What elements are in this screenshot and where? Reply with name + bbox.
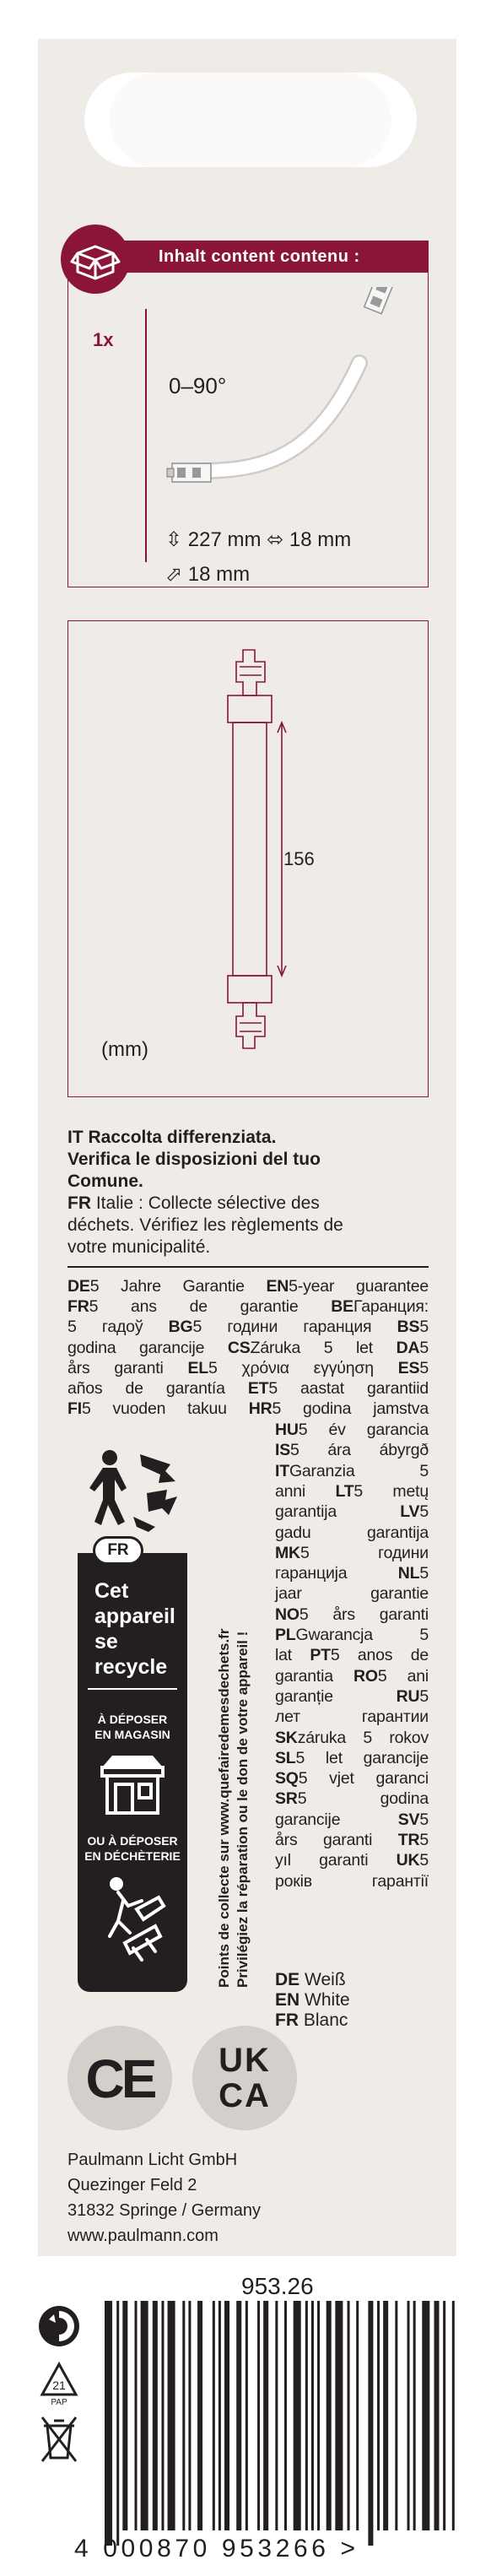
drawing-unit-label: (mm) [101,1038,148,1061]
warranty-text: yıl garanti [275,1851,397,1870]
warranty-text: 5-year guarantee [289,1277,429,1296]
barcode-bar [182,2301,185,2530]
warranty-text: 5 Jahre Garantie [89,1277,267,1296]
warranty-text: gadu garantija [275,1523,429,1542]
barcode-bar [122,2301,127,2530]
ce-mark [67,2026,172,2130]
barcode-digits: 4 000870 953266 > [74,2535,359,2562]
warranty-line [275,1728,429,1748]
warranty-text: Záruka 5 let [250,1338,397,1357]
warranty-lang-code: HR [248,1399,272,1419]
warranty-lang-code: BE [331,1297,353,1317]
warranty-text: 5 години гаранция [192,1318,397,1337]
warranty-line [67,1338,429,1358]
fr-badge: FR [93,1536,143,1565]
warranty-lang-code: NL [397,1564,420,1583]
barcode-bar [141,2301,148,2530]
warranty-lang-code: EL [187,1358,208,1377]
warranty-lang-code: BS [397,1318,420,1337]
ukca-mark [192,2026,297,2130]
warranty-lang-code: SK [275,1728,298,1747]
warranty-text: 5 χρόνια εγγύηση [208,1358,398,1377]
drawing-dimension-value: 156 [283,848,315,869]
warranty-line [67,1358,429,1378]
dimensions-height: ⬀ 18 mm [165,563,251,586]
barcode-bar [305,2301,308,2530]
fr-option1-line2: EN MAGASIN [94,1728,170,1741]
warranty-text: garancije [275,1810,398,1829]
warranty-line [275,1523,429,1543]
barcode-bar [116,2301,119,2546]
warranty-text: 5 [419,1338,429,1357]
barcode-bar [275,2301,278,2530]
warranty-text: Garanzia 5 [289,1461,429,1480]
barcode-bar [197,2301,202,2530]
warranty-lang-code: UK [396,1851,420,1870]
barcode-bar [422,2301,429,2530]
warranty-text: 5 [419,1810,429,1829]
warranty-lang-code: RU [396,1686,420,1706]
warranty-text: Gwarancja 5 [295,1626,429,1644]
barcode-bar [105,2301,112,2546]
warranty-lang-code: RO [353,1666,378,1686]
ce-mark-text: CE [85,2048,154,2109]
warranty-text: 5 [419,1502,429,1522]
warranty-text: garanție [275,1686,397,1706]
barcode-bar [317,2301,320,2530]
warranty-line [275,1830,429,1850]
fr-title-line2: appareil [94,1605,175,1628]
barcode-bar [377,2301,380,2530]
warranty-line [275,1440,429,1460]
article-number: 953.26 [241,2273,314,2299]
ean-barcode [103,2301,459,2546]
ukca-bottom: CA [219,2077,271,2114]
barcode-bar [368,2301,373,2546]
fr-collection-info [215,1629,252,1988]
warranty-lang-code: IS [275,1441,291,1460]
barcode-bar [383,2301,388,2530]
warranty-line [275,1583,429,1604]
fr-divider [88,1688,177,1690]
recycling-it: IT Raccolta differenziata. [67,1128,277,1147]
warranty-text: 5 godina jamstva [272,1399,429,1419]
warranty-text: гаранција [275,1564,398,1583]
color-list [275,1970,350,2031]
barcode-bar [311,2301,314,2530]
warranty-lang-code: PT [310,1646,331,1665]
barcode-bar [335,2301,343,2530]
ukca-top: UK [219,2042,271,2079]
warranty-lang-code: NO [275,1605,299,1624]
dimensions-length-width: ⇳ 227 mm ⬄ 18 mm [165,528,352,551]
warranty-text: 5 [419,1686,429,1706]
warranty-line [67,1296,429,1317]
pap-label: PAP [51,2398,67,2406]
color-fr: FR Blanc [275,2010,348,2030]
warranty-line [275,1605,429,1625]
warranty-lang-code: TR [397,1831,420,1849]
shop-icon [97,1749,168,1820]
address-city: 31832 Springe / Germany [67,2201,262,2220]
warranty-lang-code: LV [400,1502,420,1522]
fr-title-line4: recycle [94,1655,168,1679]
warranty-line [275,1789,429,1809]
pap-number: 21 [52,2378,66,2392]
warranty-text: záruka 5 rokov [297,1728,429,1747]
warranty-line [275,1461,429,1481]
warranty-text: 5 ani [377,1666,429,1686]
divider-rule [67,1266,429,1268]
barcode-bar [135,2301,138,2530]
warranty-line [67,1317,429,1337]
color-de: DE Weiß [275,1970,346,1989]
warranty-line [275,1563,429,1583]
warranty-text: jaar garantie [275,1584,429,1604]
warranty-text: років гарантії [275,1871,429,1891]
warranty-text: 5 гадоў [67,1318,169,1337]
barcode-bar [348,2301,350,2530]
panel-divider [145,309,147,562]
pap-recycle-icon [35,2359,83,2406]
package-box-icon [61,225,130,294]
warranty-lang-code: EN [266,1277,289,1296]
warranty-lang-code: ES [397,1358,420,1377]
fr-option1-line1: À DÉPOSER [97,1713,168,1726]
warranty-text: garantia [275,1666,353,1686]
warranty-line [67,1399,429,1419]
warranty-text: 5 години [299,1543,429,1562]
warranty-lang-code: FR [67,1297,89,1317]
contents-title: Inhalt content contenu : [159,247,360,266]
warranty-text: 5 [419,1358,429,1377]
barcode-bar [452,2301,455,2530]
address-website: www.paulmann.com [67,2227,219,2245]
warranty-lang-code: ET [247,1379,269,1398]
fr-option2-line2: EN DÉCHÈTERIE [84,1849,181,1863]
warranty-lang-code: SL [275,1748,296,1767]
barcode-bar [168,2301,175,2530]
warranty-text: lat [275,1646,310,1665]
barcode-bar [219,2301,221,2530]
warranty-line [275,1420,429,1440]
fr-option2-line1: OU À DÉPOSER [87,1834,178,1848]
warranty-lang-code: SV [397,1810,420,1829]
barcode-bar [161,2301,164,2530]
address-company: Paulmann Licht GmbH [67,2151,238,2169]
barcode-bar [326,2301,332,2530]
warranty-text: anni [275,1481,336,1501]
warranty-line [275,1625,429,1645]
warranty-line [275,1686,429,1707]
warranty-line [275,1768,429,1789]
warranty-lang-code: SQ [275,1769,299,1789]
warranty-lang-code: LT [335,1481,354,1501]
warranty-text: años de garantía [67,1379,248,1398]
flex-connector-illustration [165,287,418,498]
barcode-bar [395,2301,397,2530]
fr-collection-line1: Points de collecte sur www.quefairedemesdechets.fr [216,1628,232,1988]
barcode-bar [263,2301,268,2530]
barcode-bar [413,2301,416,2530]
warranty-line [275,1850,429,1870]
green-dot-icon [37,2304,81,2348]
warranty-text: 5 metų [353,1481,429,1501]
triman-recycle-icon [78,1439,187,1539]
warranty-line [67,1276,429,1296]
warranty-text: års garanti [275,1831,398,1849]
barcode-bar [356,2301,359,2530]
warranty-text: års garanti [67,1358,188,1377]
fr-title-line1: Cet [94,1579,129,1603]
recycling-fr-line3: votre municipalité. [67,1237,211,1257]
warranty-text: Гаранция: [353,1297,429,1317]
warranty-text: 5 [419,1564,429,1583]
recycling-it-line2: Verifica le disposizioni del tuo [67,1150,321,1169]
warranty-lang-code: SR [275,1789,298,1809]
warranty-text: 5 [419,1851,429,1870]
recycling-fr: FR Italie : Collecte sélective des [67,1193,320,1213]
barcode-bar [284,2301,287,2530]
warranty-line [275,1810,429,1830]
warranty-text: 5 év garancia [298,1421,429,1439]
color-en: EN White [275,1990,350,2010]
hang-hole [84,73,417,167]
warranty-lang-code: BG [168,1318,193,1337]
barcode-bar [236,2301,241,2530]
recycling-fr-line2: déchets. Vérifiez les règlements de [67,1215,343,1235]
warranty-text: 5 let garancije [295,1748,429,1767]
warranty-text: 5 [419,1831,429,1849]
warranty-lang-code: CS [227,1338,251,1357]
warranty-text: 5 ans de garantie [89,1297,332,1317]
fr-collection-line2: Privilégiez la réparation ou le don de votre appareil ! [235,1631,251,1988]
warranty-line [275,1502,429,1522]
barcode-bar [213,2301,215,2530]
warranty-text: 5 aastat garantiid [268,1379,429,1398]
barcode-bar [257,2301,260,2530]
warranty-text: 5 vjet garanci [298,1769,429,1789]
barcode-bar [153,2301,158,2530]
recycling-it-line3: Comune. [67,1172,143,1191]
angle-range: 0–90° [169,373,227,398]
warranty-line [67,1378,429,1399]
address-street: Quezinger Feld 2 [67,2176,197,2194]
warranty-lang-code: PL [275,1626,296,1644]
manufacturer-address [67,2147,261,2249]
warranty-lang-code: DA [396,1338,420,1357]
barcode-bar [188,2301,191,2530]
warranty-lang-code: IT [275,1461,289,1480]
crossed-bin-icon [39,2414,79,2465]
warranty-text: godina garancije [67,1338,228,1357]
warranty-line [275,1871,429,1891]
waste-disposal-icon [100,1872,167,1965]
warranty-line [275,1707,429,1727]
warranty-text: garantija [275,1502,401,1522]
warranty-text: 5 godina [297,1789,429,1809]
warranty-text: 5 års garanti [299,1605,429,1624]
warranty-text: 5 [419,1318,429,1337]
warranty-lang-code: FI [67,1399,82,1419]
warranty-line [275,1645,429,1665]
barcode-bar [434,2301,440,2530]
fr-title-line3: se [94,1630,118,1653]
warranty-lang-code: DE [67,1277,90,1296]
warranty-line [275,1481,429,1502]
warranty-lang-code: HU [275,1421,299,1439]
warranty-text: 5 anos de [330,1646,429,1665]
barcode-bar [224,2301,229,2530]
warranty-line [275,1543,429,1563]
warranty-line [275,1748,429,1768]
warranty-text: лет гарантии [275,1707,429,1727]
warranty-text: 5 vuoden takuu [81,1399,249,1419]
barcode-bar [443,2301,445,2530]
warranty-lang-code: MK [275,1543,300,1562]
warranty-text: 5 ára ábyrgð [290,1441,429,1460]
barcode-bar [407,2301,410,2530]
quantity-label: 1x [93,329,114,350]
warranty-line [275,1666,429,1686]
barcode-bar [246,2301,248,2530]
barcode-bar [294,2301,301,2530]
